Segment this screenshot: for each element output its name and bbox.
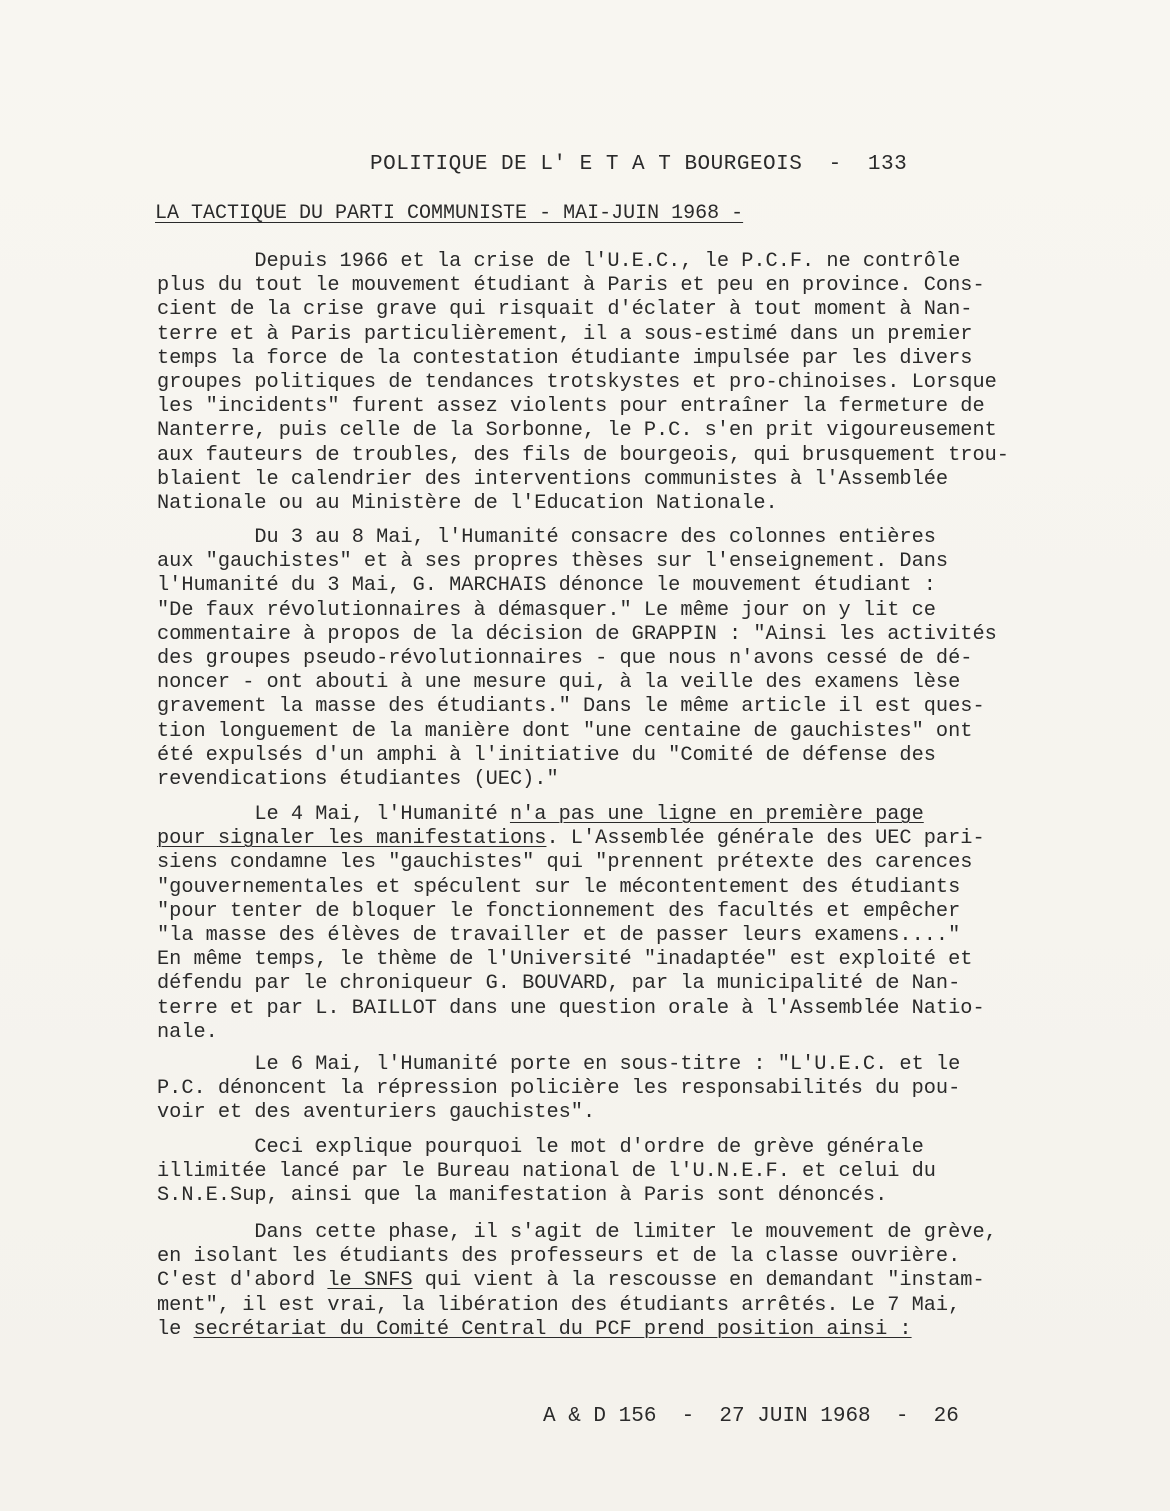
- text-line: aux "gauchistes" et à ses propres thèses sur l'enseignement. Dans: [157, 550, 949, 574]
- text-line: Nanterre, puis celle de la Sorbonne, le P.C. s'en prit vigoureusement: [157, 419, 997, 443]
- underlined-text: n'a pas une ligne en première page: [509, 803, 924, 826]
- page-header: POLITIQUE DE L' E T A T BOURGEOIS - 133: [370, 153, 908, 176]
- text-line: nale.: [157, 1020, 218, 1044]
- paragraph-5: [157, 1136, 1027, 1209]
- text-line: [157, 803, 1027, 827]
- text-line: Du 3 au 8 Mai, l'Humanité consacre des colonnes entières: [157, 526, 936, 549]
- text-line: aux fauteurs de troubles, des fils de bourgeois, qui brusquement trou-: [157, 443, 1009, 467]
- paragraph-6: [157, 1221, 1027, 1342]
- text-line: des groupes pseudo-révolutionnaires - que nous n'avons cessé de dé-: [157, 647, 973, 671]
- paragraph-3: [157, 803, 1027, 1045]
- text-line: plus du tout le mouvement étudiant à Paris et peu en province. Cons-: [157, 274, 985, 298]
- page-footer: A & D 156 - 27 JUIN 1968 - 26: [543, 1405, 959, 1428]
- text-line: Le 6 Mai, l'Humanité porte en sous-titre : "L'U.E.C. et le: [157, 1053, 961, 1076]
- text-line: S.N.E.Sup, ainsi que la manifestation à Paris sont dénoncés.: [157, 1184, 888, 1208]
- text-fragment: le: [157, 1317, 194, 1341]
- text-line: l'Humanité du 3 Mai, G. MARCHAIS dénonce le mouvement étudiant :: [157, 574, 936, 598]
- text-line: illimitée lancé par le Bureau national de l'U.N.E.F. et celui du: [157, 1160, 936, 1184]
- underlined-text: le SNFS: [327, 1269, 413, 1293]
- text-fragment: qui vient à la rescousse en demandant "instam-: [412, 1269, 985, 1293]
- text-line: terre et à Paris particulièrement, il a sous-estimé dans un premier: [157, 322, 973, 346]
- text-line: En même temps, le thème de l'Université "inadaptée" est exploité et: [157, 948, 973, 972]
- text-fragment: Le 4 Mai, l'Humanité: [157, 803, 510, 826]
- text-line: P.C. dénoncent la répression policière les responsabilités du pou-: [157, 1077, 961, 1101]
- text-line: siens condamne les "gauchistes" qui "prennent prétexte des carences: [157, 851, 973, 875]
- text-line: [157, 827, 1027, 851]
- paragraph-2: [157, 526, 1027, 792]
- text-fragment: C'est d'abord: [157, 1269, 328, 1293]
- text-line: Depuis 1966 et la crise de l'U.E.C., le P.C.F. ne contrôle: [157, 250, 961, 273]
- text-line: commentaire à propos de la décision de GRAPPIN : "Ainsi les activités: [157, 622, 997, 646]
- text-line: été expulsés d'un amphi à l'initiative du "Comité de défense des: [157, 743, 936, 767]
- text-line: blaient le calendrier des interventions communistes à l'Assemblée: [157, 467, 949, 491]
- text-line: tion longuement de la manière dont "une centaine de gauchistes" ont: [157, 719, 973, 743]
- paragraph-1: [157, 250, 1027, 516]
- text-line: Ceci explique pourquoi le mot d'ordre de grève générale: [157, 1136, 924, 1159]
- text-line: en isolant les étudiants des professeurs et de la classe ouvrière.: [157, 1245, 961, 1269]
- text-line: terre et par L. BAILLOT dans une question orale à l'Assemblée Natio-: [157, 996, 985, 1020]
- text-line: Nationale ou au Ministère de l'Education Nationale.: [157, 492, 778, 516]
- text-line: "pour tenter de bloquer le fonctionnement des facultés et empêcher: [157, 899, 961, 923]
- paragraph-4: [157, 1053, 1027, 1126]
- text-line: "la masse des élèves de travailler et de passer leurs examens....": [157, 924, 961, 948]
- text-line: temps la force de la contestation étudiante impulsée par les divers: [157, 346, 973, 370]
- text-line: Dans cette phase, il s'agit de limiter le mouvement de grève,: [157, 1221, 997, 1244]
- text-line: revendications étudiantes (UEC).": [157, 768, 559, 792]
- section-title: LA TACTIQUE DU PARTI COMMUNISTE - MAI-JUIN 1968 -: [155, 202, 744, 225]
- text-fragment: . L'Assemblée générale des UEC pari-: [546, 827, 985, 851]
- text-line: noncer - ont abouti à une mesure qui, à la veille des examens lèse: [157, 671, 961, 695]
- underlined-text: secrétariat du Comité Central du PCF prend position ainsi :: [193, 1317, 912, 1341]
- text-line: groupes politiques de tendances trotskystes et pro-chinoises. Lorsque: [157, 371, 997, 395]
- text-line: défendu par le chroniqueur G. BOUVARD, par la municipalité de Nan-: [157, 972, 961, 996]
- underlined-text: pour signaler les manifestations: [157, 827, 547, 851]
- text-line: les "incidents" furent assez violents pour entraîner la fermeture de: [157, 395, 985, 419]
- text-line: "De faux révolutionnaires à démasquer." Le même jour on y lit ce: [157, 598, 936, 622]
- text-line: [157, 1269, 1027, 1293]
- text-line: "gouvernementales et spéculent sur le mécontentement des étudiants: [157, 875, 961, 899]
- text-line: ment", il est vrai, la libération des étudiants arrêtés. Le 7 Mai,: [157, 1293, 961, 1317]
- text-line: [157, 1318, 1027, 1342]
- text-line: gravement la masse des étudiants." Dans le même article il est ques-: [157, 695, 985, 719]
- text-line: voir et des aventuriers gauchistes".: [157, 1101, 596, 1125]
- text-line: cient de la crise grave qui risquait d'éclater à tout moment à Nan-: [157, 298, 973, 322]
